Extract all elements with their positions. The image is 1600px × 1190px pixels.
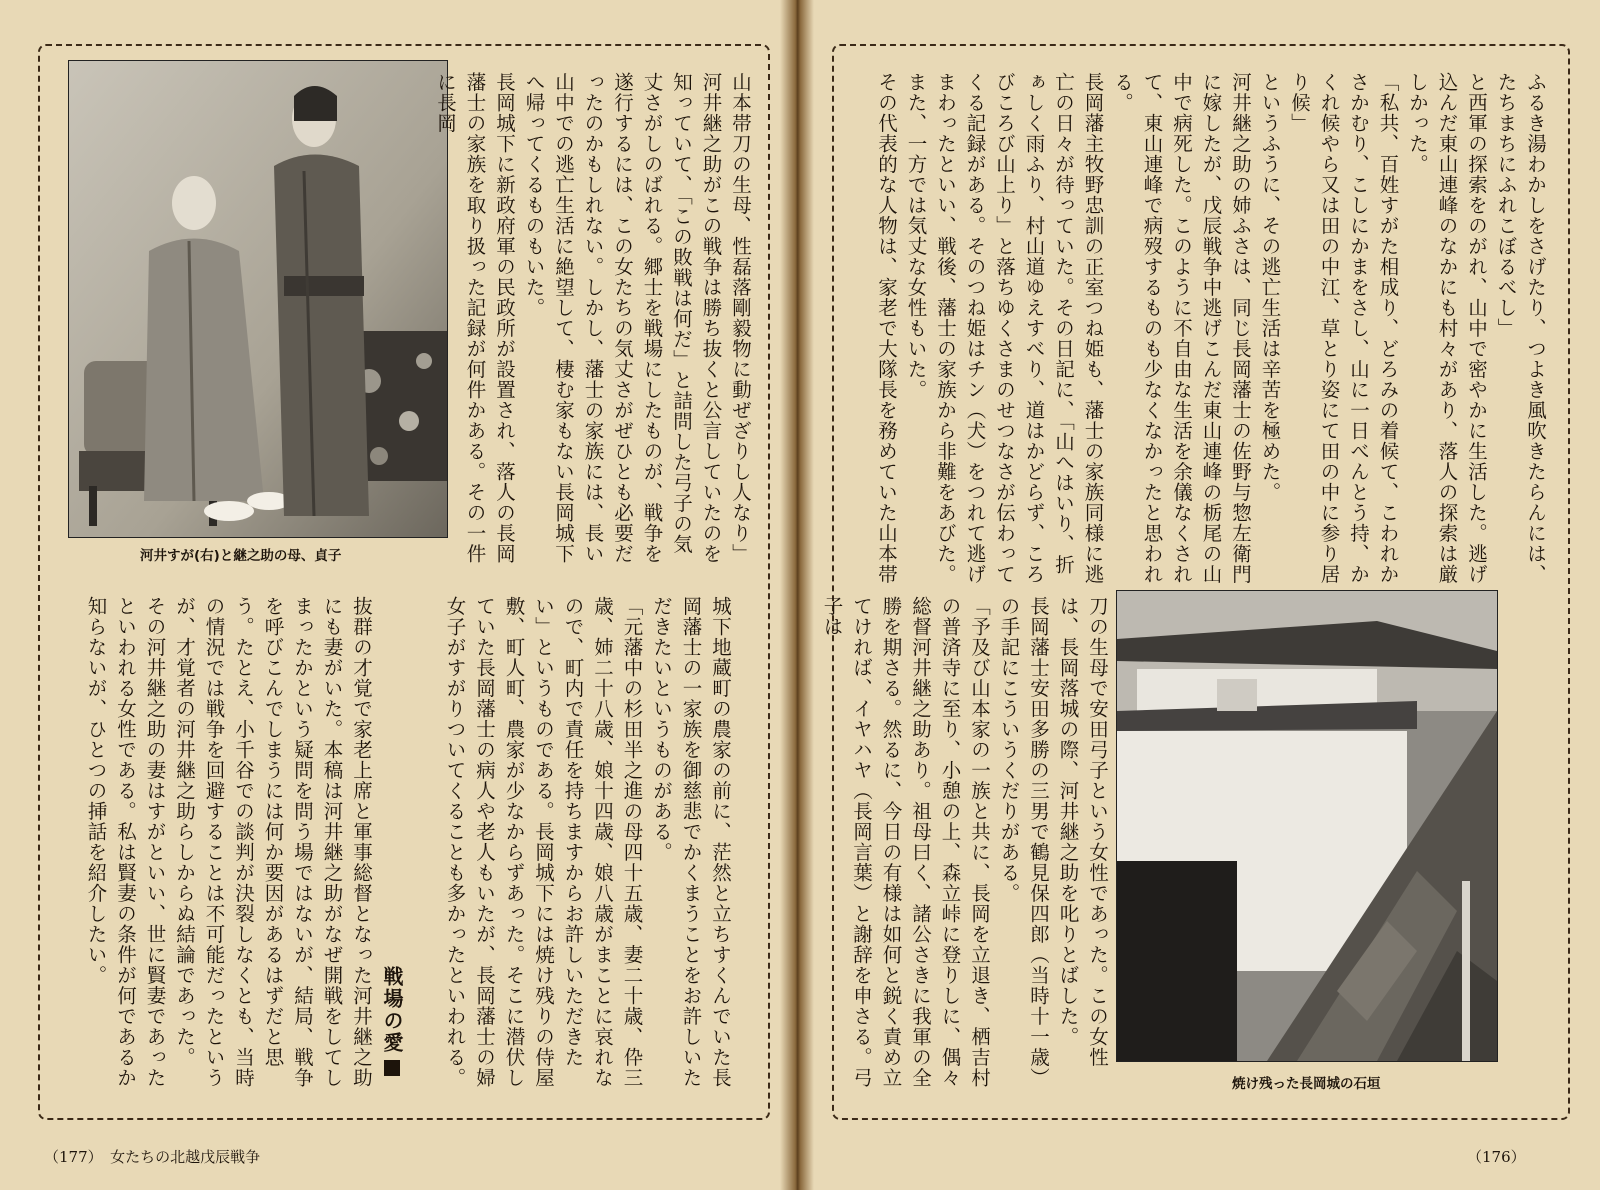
left-page [0,0,790,1190]
book-gutter [780,0,814,1190]
castle-photo [1116,590,1498,1062]
left-lower-text-b: 抜群の才覚で家老上席と軍事総督となった河井継之助にも妻がいた。本稿は河井継之助がなぜ開戦をしてしまったかという疑問を問う場ではないが、結局、戦争を呼びこんでしまうには何か要因があるはずだと思う。たとえ、小千谷での談判が決裂しなくとも、当時の情況では戦争を回避することは不可能だったというが、才覚者の河井継之助らしからぬ結論であった。 その河井継之助の妻はすがといい、世に賢妻であったといわれる女性である。私は賢妻の条件が何であるか知らないが、ひとつの挿話を紹介したい。 [84,596,373,1088]
right-upper-text: ふるき湯わかしをさげたり、つよき風吹きたらんには、たちまちにふれこぼるべし」 と西軍の探索をのがれ、山中で密やかに生活した。逃げ込んだ東山連峰のなかにも村々があり、落人の探索は厳しかった。 「私共、百姓すがた相成り、どろみの着候て、こわれかさかむり、こしにかまをさし、山に一日べんとう持、かくれ候やら又は田の中江、草とり姿にて田の中に参り居り候」 というふうに、その逃亡生活は辛苦を極めた。 河井継之助の姉ふさは、同じ長岡藩士の佐野与惣左衛門に嫁したが、戊辰戦争中逃げこんだ東山連峰の栃尾の山中で病死した。このように不自由な生活を余儀なくされて、東山連峰で病歿するものも少なくなかったと思われる。 長岡藩主牧野忠訓の正室つね姫も、藩士の家族同様に逃亡の日々が待っていた。その日記に、「山へはいり、折ぁしく雨ふり、村山道ゆえすべり、道はかどらず、ころびころび山上り」と落ちゆくさまのせつなさが伝わってくる記録がある。そのつね姫はチン（犬）をつれて逃げまわったといい、戦後、藩士の家族から非難をあびた。 また、一方では気丈な女性もいた。 その代表的な人物は、家老で大隊長を務めていた山本帯 [875,72,1547,585]
portrait-caption: 河井すが(右)と継之助の母、貞子 [140,548,342,564]
section-heading-text: 戦場の愛 [380,966,404,1054]
right-lower-text: 刀の生母で安田弓子という女性であった。この女性は、長岡落城の際、河井継之助を叱りとばした。 長岡藩士安田多勝の三男で鶴見保四郎（当時十一歳）の手記にこういうくだりがある。 「予及び山本家の一族と共に、長岡を立退き、栖吉村の普済寺に至り、小憩の上、森立峠に登りしに、偶々総督河井継之助あり。祖母曰く、諸公さきに我軍の全勝を期さる。然るに、今日の有様は如何と鋭く責め立てければ、イヤハヤ（長岡言葉）と謝辞を申さる。弓子は [820,596,1109,1088]
left-page-footer: （177） 女たちの北越戊辰戦争 [44,1148,261,1166]
heading-square-icon [384,1060,400,1076]
portrait-photo [68,60,448,538]
castle-caption: 焼け残った長岡城の石垣 [1232,1076,1381,1092]
portrait-photo-image [69,61,447,537]
section-heading [378,966,407,1076]
castle-photo-image [1117,591,1497,1061]
right-page-footer: （176） [1467,1148,1526,1166]
left-lower-text-a: 城下地蔵町の農家の前に、茫然と立ちすくんでいた長岡藩士の一家族を御慈悲でかくまうことをお許しいただきたいというものがある。 「元藩中の杉田半之進の母四十五歳、妻二十歳、伜三歳、姉二十八歳、娘十四歳、娘八歳がまことに哀れなので、町内で責任を持ちますからお許しいただきたい」というものである。長岡城下には焼け残りの侍屋敷、町人町、農家が少なからずあった。そこに潜伏していた長岡藩士の病人や老人もいたが、長岡藩士の婦女子がすがりついてくることも多かったといわれる。 [443,596,732,1088]
left-upper-text: 山本帯刀の生母、性磊落剛毅物に動ぜざりし人なり」 河井継之助がこの戦争は勝ち抜くと公言していたのを知っていて、「この敗戦は何だ」と詰問した弓子の気丈さがしのばれる。郷士を戦場にしたものが、戦争を遂行するには、この女たちの気丈さがぜひとも必要だったのかもしれない。しかし、藩士の家族には、長い山中での逃亡生活に絶望して、棲む家もない長岡城下へ帰ってくるものもいた。 長岡城下に新政府軍の民政所が設置され、落人の長岡藩士の家族を取り扱った記録が何件かある。その一件に長岡 [434,72,752,564]
right-page [812,0,1600,1190]
